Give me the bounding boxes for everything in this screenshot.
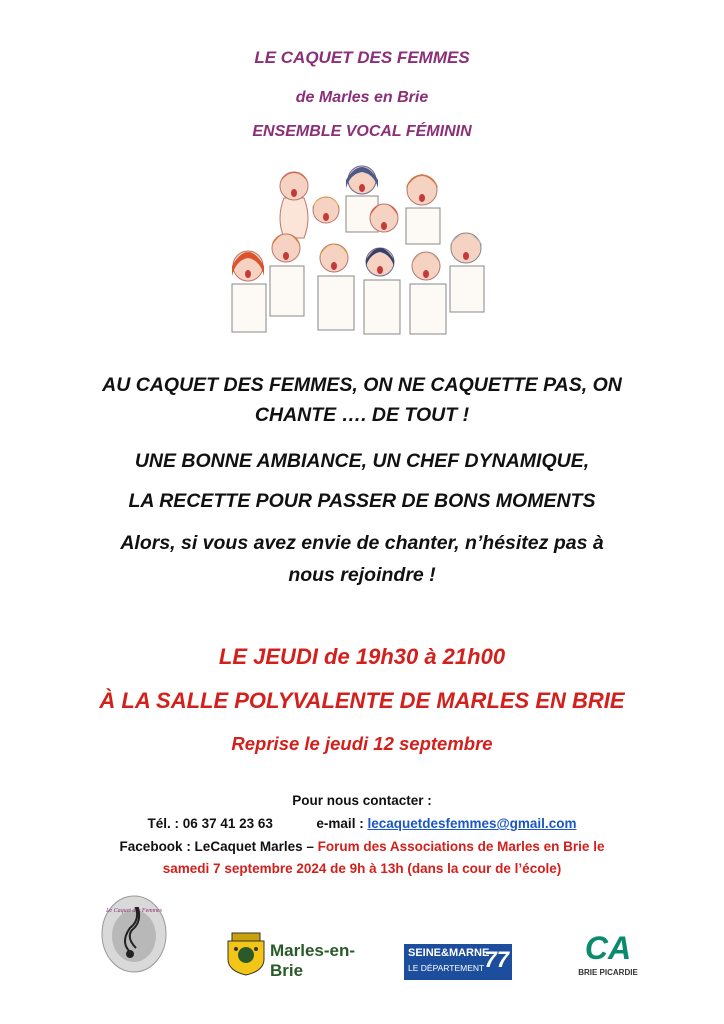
message-line-3: UNE BONNE AMBIANCE, UN CHEF DYNAMIQUE, xyxy=(134,450,590,472)
marles-crest-icon xyxy=(222,931,270,977)
poster-tagline: ENSEMBLE VOCAL FÉMININ xyxy=(252,123,472,140)
message-line-2: CHANTE …. DE TOUT ! xyxy=(254,404,470,426)
schedule-day: LE JEUDI de 19h30 à 21h00 xyxy=(218,644,506,669)
schedule-place: À LA SALLE POLYVALENTE DE MARLES EN BRIE xyxy=(99,688,625,713)
singer-figure xyxy=(410,252,446,334)
message-line-5: Alors, si vous avez envie de chanter, n’hésitez pas à xyxy=(120,532,604,554)
singer-figure xyxy=(270,234,304,316)
schedule-restart: Reprise le jeudi 12 septembre xyxy=(231,733,493,754)
ca-logo-subtext: BRIE PICARDIE xyxy=(578,968,638,977)
caquet-logo-image xyxy=(100,894,168,974)
ca-logo-mark: CA xyxy=(584,930,632,966)
singer-figure xyxy=(450,233,484,312)
caquet-logo xyxy=(100,894,168,974)
marles-logo xyxy=(222,931,362,980)
credit-agricole-logo xyxy=(576,930,640,982)
seine-logo-line2: LE DÉPARTEMENT xyxy=(408,963,485,973)
singer-figure xyxy=(364,248,400,334)
facebook-label: Facebook : LeCaquet Marles – xyxy=(119,839,318,854)
singer-figure xyxy=(318,244,354,330)
contact-phone: Tél. : 06 37 41 23 63 xyxy=(147,816,273,831)
seine-logo-line1: SEINE&MARNE xyxy=(408,947,490,959)
message-line-6: nous rejoindre ! xyxy=(288,564,436,586)
contact-email-label: e-mail : xyxy=(316,816,364,831)
marles-logo-text: Marles-en-Brie xyxy=(270,941,356,980)
contact-email-link[interactable]: lecaquetdesfemmes@gmail.com xyxy=(367,816,577,831)
singer-figure xyxy=(232,251,266,332)
singer-figure xyxy=(312,196,340,223)
contact-heading: Pour nous contacter : xyxy=(292,793,432,808)
forum-text-1: Forum des Associations de Marles en Brie le xyxy=(317,839,605,854)
message-line-4: LA RECETTE POUR PASSER DE BONS MOMENTS xyxy=(128,490,596,512)
message-line-1: AU CAQUET DES FEMMES, ON NE CAQUETTE PAS, ON xyxy=(102,374,622,396)
choir-illustration xyxy=(222,158,502,348)
poster-title: LE CAQUET DES FEMMES xyxy=(254,48,470,67)
contact-line xyxy=(0,816,724,831)
seine-et-marne-logo xyxy=(404,944,512,980)
seine-logo-number: 77 xyxy=(484,947,509,972)
poster-subtitle: de Marles en Brie xyxy=(295,89,429,106)
forum-text-2: samedi 7 septembre 2024 de 9h à 13h (dans la cour de l’école) xyxy=(162,861,562,876)
singer-figure xyxy=(370,204,398,232)
singer-figure xyxy=(406,174,440,244)
singer-figure xyxy=(280,172,308,238)
caquet-logo-text: Le Caquet des Femmes xyxy=(106,908,162,914)
facebook-line xyxy=(0,839,724,854)
